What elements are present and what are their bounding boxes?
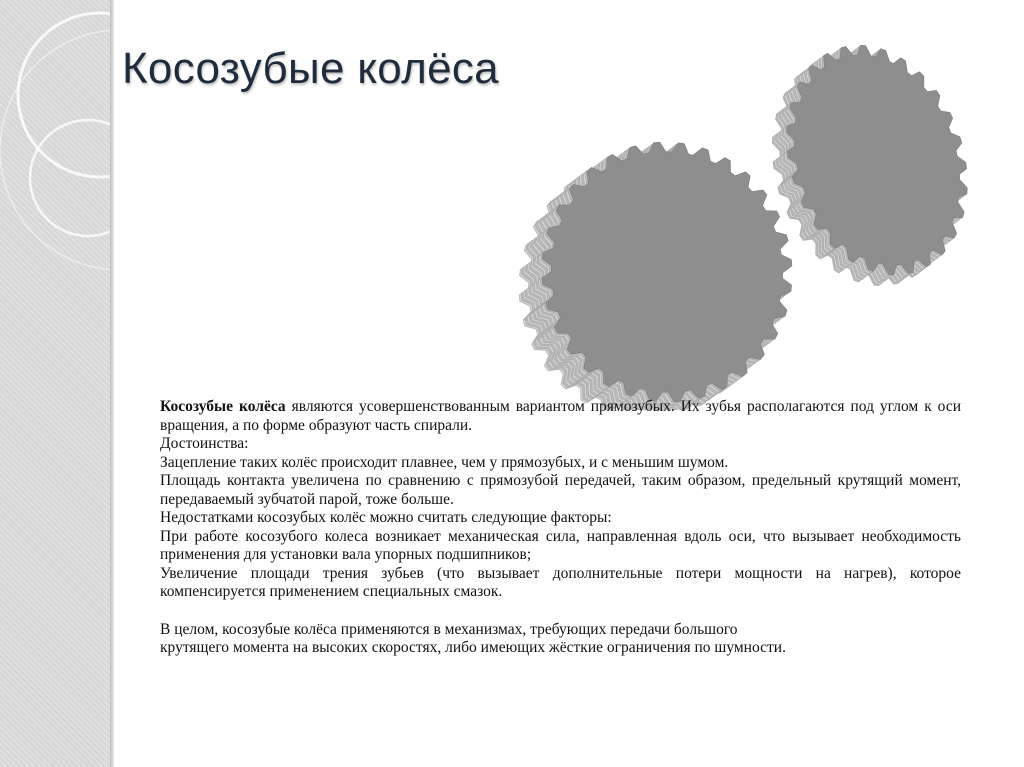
side-panel-edge bbox=[110, 0, 114, 767]
decorative-circles bbox=[0, 0, 110, 767]
term-highlight: Косозубые колёса bbox=[160, 398, 286, 415]
closing-line: крутящего момента на высоких скоростях, либо имеющих жёсткие ограничения по шумности. bbox=[160, 639, 786, 656]
disadvantages-heading: Недостатками косозубых колёс можно считать следующие факторы: bbox=[160, 509, 612, 526]
body-paragraph: Площадь контакта увеличена по сравнению с прямозубой передачей, таким образом, предельный крутящий момент, передаваемый зубчатой парой, тоже больше. bbox=[160, 472, 961, 508]
side-decoration-panel bbox=[0, 0, 110, 767]
slide-body-text bbox=[160, 398, 961, 658]
body-paragraph: При работе косозубого колеса возникает механическая сила, направленная вдоль оси, что вызывает необходимость применения для установки вала упорных подшипников; bbox=[160, 527, 961, 563]
large-gear-icon bbox=[519, 142, 792, 410]
small-gear-icon bbox=[772, 45, 967, 285]
body-paragraph: Увеличение площади трения зубьев (что вызывает дополнительные потери мощности на нагрев), которое компенсируется применением специальных смазок. bbox=[160, 564, 961, 600]
slide-title: Косозубые колёса bbox=[122, 44, 499, 93]
closing-line: В целом, косозубые колёса применяются в механизмах, требующих передачи большого bbox=[160, 620, 738, 638]
body-paragraph bbox=[160, 398, 961, 435]
helical-gears-icon bbox=[505, 10, 975, 410]
advantages-heading: Достоинства: bbox=[160, 435, 249, 452]
paragraph-text: являются усовершенствованным вариантом прямозубых. Их зубья располагаются под углом к оси вращения, а по форме образуют часть спирали. bbox=[160, 398, 961, 434]
body-paragraph: Зацепление таких колёс происходит плавнее, чем у прямозубых, и с меньшим шумом. bbox=[160, 453, 729, 471]
